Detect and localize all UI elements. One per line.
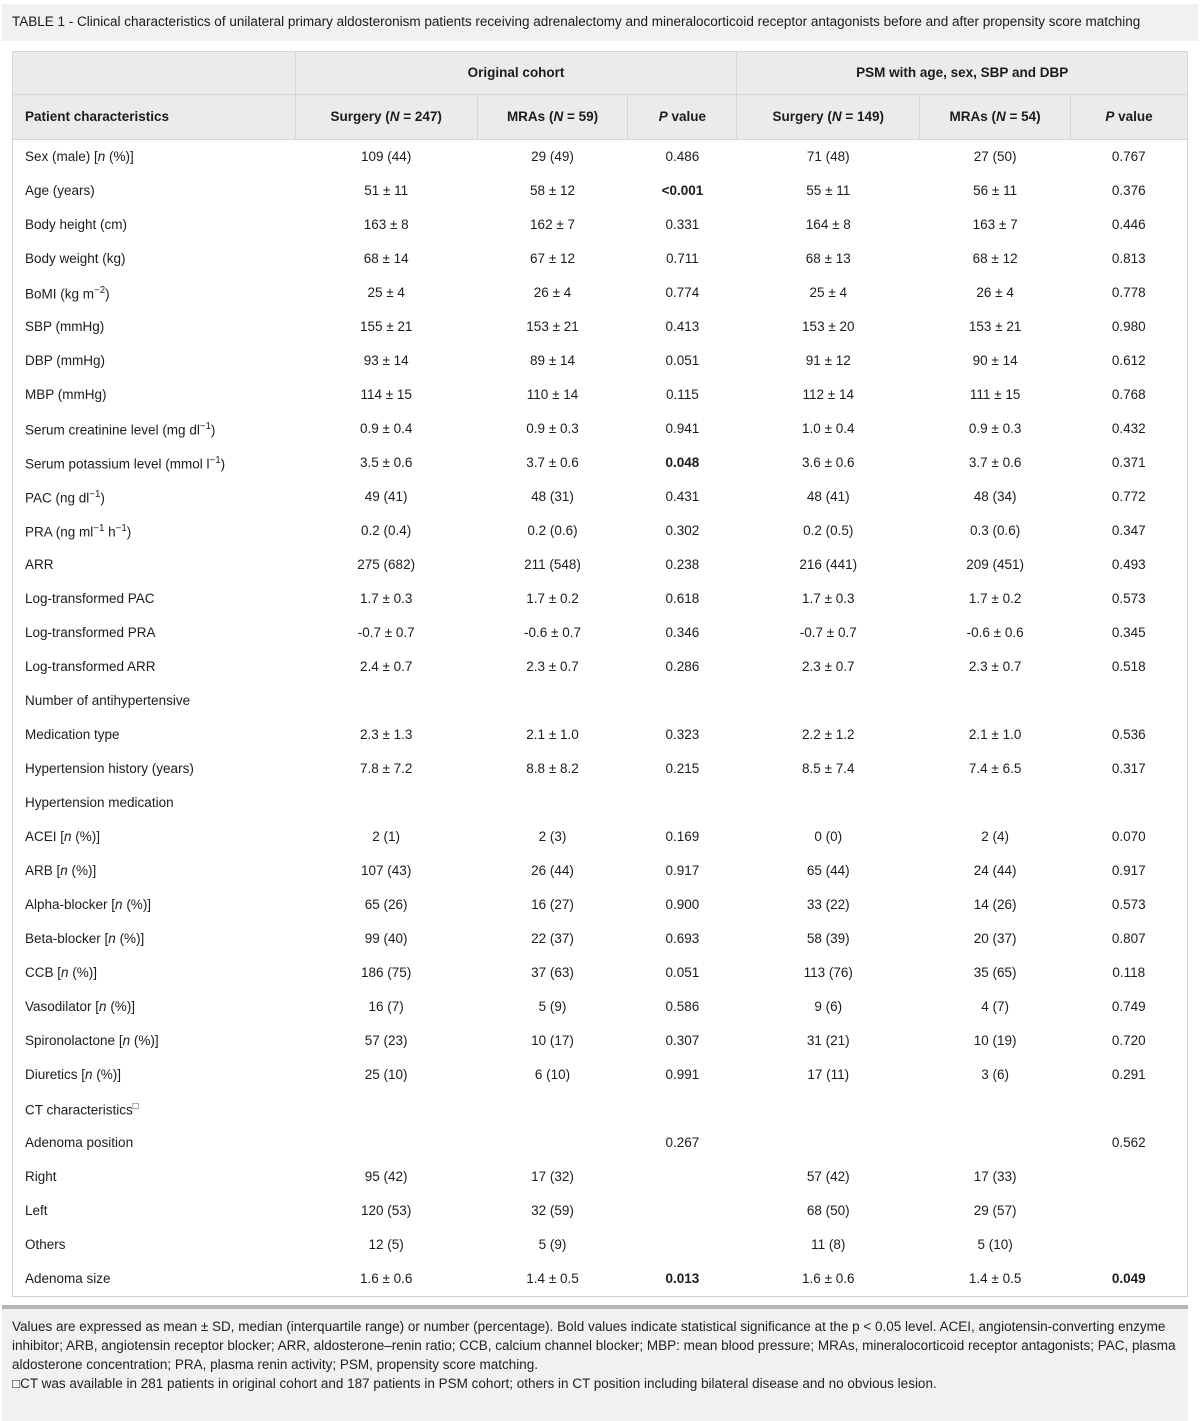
cell-value: 1.6 ± 0.6 [295,1262,477,1297]
cell-value [920,684,1071,718]
table-row [13,888,1188,922]
column-header-mras-original: MRAs (N = 59) [477,94,628,139]
cell-value: 0 (0) [737,820,920,854]
table-row [13,922,1188,956]
cell-value [477,786,628,820]
cell-value: 113 (76) [737,956,920,990]
cell-value [920,1126,1071,1160]
cell-value: 0.413 [628,310,737,344]
cell-value: 0.115 [628,378,737,412]
cell-value: 112 ± 14 [737,378,920,412]
cell-value: 2 (4) [920,820,1071,854]
cell-value: 0.317 [1071,752,1188,786]
cell-value: 0.9 ± 0.4 [295,412,477,446]
cell-value: 0.9 ± 0.3 [920,412,1071,446]
cell-value: 5 (10) [920,1228,1071,1262]
cell-value: 1.7 ± 0.3 [737,582,920,616]
table-row [13,650,1188,684]
cell-value: 0.331 [628,208,737,242]
cell-value: 0.573 [1071,888,1188,922]
cell-value [628,1160,737,1194]
cell-value: -0.7 ± 0.7 [295,616,477,650]
cell-value: 0.813 [1071,242,1188,276]
column-header-mras-psm: MRAs (N = 54) [920,94,1071,139]
row-label: Log-transformed PRA [13,616,296,650]
cell-value: 3.7 ± 0.6 [477,446,628,480]
cell-value: 68 (50) [737,1194,920,1228]
table-row [13,1092,1188,1126]
cell-value: 37 (63) [477,956,628,990]
cell-value: 1.4 ± 0.5 [920,1262,1071,1297]
cell-value: 10 (19) [920,1024,1071,1058]
row-label: Adenoma size [13,1262,296,1297]
cell-value: 107 (43) [295,854,477,888]
table-row [13,1126,1188,1160]
row-label: ARR [13,548,296,582]
cell-value [737,1126,920,1160]
table-row [13,412,1188,446]
footnote-area [2,1305,1188,1421]
cell-value: 16 (7) [295,990,477,1024]
cell-value: 0.486 [628,139,737,174]
table-title: TABLE 1 - Clinical characteristics of unilateral primary aldosteronism patients receiving adrenalectomy and mineralocorticoid receptor antagonists before and after propensity score matching [2,4,1198,41]
cell-value: 35 (65) [920,956,1071,990]
table-row [13,208,1188,242]
cell-value: 162 ± 7 [477,208,628,242]
row-label: Spironolactone [n (%)] [13,1024,296,1058]
table-row [13,310,1188,344]
cell-value: 0.286 [628,650,737,684]
cell-value: 0.376 [1071,174,1188,208]
cell-value: 24 (44) [920,854,1071,888]
cell-value: 0.612 [1071,344,1188,378]
cell-value: -0.6 ± 0.6 [920,616,1071,650]
table-row [13,548,1188,582]
cell-value: 68 ± 14 [295,242,477,276]
column-header-surgery-psm: Surgery (N = 149) [737,94,920,139]
cell-value: 27 (50) [920,139,1071,174]
cell-value: 33 (22) [737,888,920,922]
cell-value: 5 (9) [477,1228,628,1262]
table-row [13,786,1188,820]
cell-value: 0.941 [628,412,737,446]
cell-value: 25 ± 4 [295,276,477,310]
row-label: Vasodilator [n (%)] [13,990,296,1024]
table-row [13,854,1188,888]
cell-value: 48 (41) [737,480,920,514]
cell-value: 17 (32) [477,1160,628,1194]
cell-value: 2.1 ± 1.0 [920,718,1071,752]
cell-value: 0.2 (0.6) [477,514,628,548]
cell-value: 67 ± 12 [477,242,628,276]
cell-value: 0.562 [1071,1126,1188,1160]
cell-value: 0.302 [628,514,737,548]
row-label: DBP (mmHg) [13,344,296,378]
table-row [13,820,1188,854]
table-row [13,1160,1188,1194]
cell-value: 49 (41) [295,480,477,514]
cell-value [1071,1092,1188,1126]
column-header-pvalue-psm: P value [1071,94,1188,139]
table-row [13,514,1188,548]
cell-value: 0.980 [1071,310,1188,344]
cell-value: 55 ± 11 [737,174,920,208]
cell-value: 14 (26) [920,888,1071,922]
cell-value: 0.238 [628,548,737,582]
cell-value: 26 (44) [477,854,628,888]
cell-value: 155 ± 21 [295,310,477,344]
cell-value: 120 (53) [295,1194,477,1228]
cell-value: 29 (57) [920,1194,1071,1228]
table-row [13,1194,1188,1228]
cell-value: 163 ± 7 [920,208,1071,242]
cell-value: 0.3 (0.6) [920,514,1071,548]
table-row [13,956,1188,990]
cell-value: 1.7 ± 0.2 [920,582,1071,616]
cell-value: 68 ± 12 [920,242,1071,276]
cell-value [628,1228,737,1262]
row-label: Right [13,1160,296,1194]
cell-value: 0.720 [1071,1024,1188,1058]
cell-value [737,786,920,820]
cell-value [1071,1160,1188,1194]
cell-value: 0.323 [628,718,737,752]
cell-value: 3 (6) [920,1058,1071,1092]
cell-value [1071,684,1188,718]
cell-value: 275 (682) [295,548,477,582]
row-label: Diuretics [n (%)] [13,1058,296,1092]
column-header-surgery-original: Surgery (N = 247) [295,94,477,139]
cell-value: 0.693 [628,922,737,956]
row-label: Number of antihypertensive [13,684,296,718]
cell-value [920,786,1071,820]
cell-value: 0.900 [628,888,737,922]
table-row [13,139,1188,174]
cell-value: 0.051 [628,956,737,990]
cell-value: 0.618 [628,582,737,616]
cell-value: 0.013 [628,1262,737,1297]
row-label: Body weight (kg) [13,242,296,276]
table-row [13,684,1188,718]
cell-value: 216 (441) [737,548,920,582]
group-header-original-cohort: Original cohort [295,51,737,94]
cell-value: 0.118 [1071,956,1188,990]
cell-value [628,684,737,718]
table-row [13,718,1188,752]
table-row [13,1058,1188,1092]
table-row [13,1228,1188,1262]
row-label: Hypertension history (years) [13,752,296,786]
cell-value: 58 (39) [737,922,920,956]
cell-value: 3.5 ± 0.6 [295,446,477,480]
group-header-row [13,51,1188,94]
cell-value: 95 (42) [295,1160,477,1194]
cell-value: 0.767 [1071,139,1188,174]
cell-value: 6 (10) [477,1058,628,1092]
cell-value: 0.917 [628,854,737,888]
cell-value: 65 (44) [737,854,920,888]
cell-value: 32 (59) [477,1194,628,1228]
cell-value: 8.8 ± 8.2 [477,752,628,786]
cell-value: 16 (27) [477,888,628,922]
cell-value: 163 ± 8 [295,208,477,242]
cell-value: 0.346 [628,616,737,650]
row-label: BoMI (kg $m^{-2}$) [13,276,296,310]
group-header-psm: PSM with age, sex, SBP and DBP [737,51,1188,94]
cell-value: 2.2 ± 1.2 [737,718,920,752]
row-label: ACEI [n (%)] [13,820,296,854]
cell-value: 0.772 [1071,480,1188,514]
cell-value: 0.169 [628,820,737,854]
cell-value: 90 ± 14 [920,344,1071,378]
cell-value: 25 ± 4 [737,276,920,310]
cell-value: 2.3 ± 1.3 [295,718,477,752]
cell-value: 0.291 [1071,1058,1188,1092]
row-label: Medication type [13,718,296,752]
row-label: Hypertension medication [13,786,296,820]
cell-value: 26 ± 4 [477,276,628,310]
cell-value: 2.3 ± 0.7 [920,650,1071,684]
table-row [13,582,1188,616]
table-row [13,242,1188,276]
cell-value: 0.049 [1071,1262,1188,1297]
cell-value: 48 (31) [477,480,628,514]
cell-value [1071,786,1188,820]
table-row [13,1024,1188,1058]
cell-value: 3.7 ± 0.6 [920,446,1071,480]
cell-value [477,1092,628,1126]
cell-value: 31 (21) [737,1024,920,1058]
cell-value [295,1092,477,1126]
cell-value: 1.7 ± 0.3 [295,582,477,616]
cell-value: 91 ± 12 [737,344,920,378]
table-row [13,344,1188,378]
cell-value: 164 ± 8 [737,208,920,242]
cell-value: 3.6 ± 0.6 [737,446,920,480]
cell-value: 7.8 ± 7.2 [295,752,477,786]
cell-value: 114 ± 15 [295,378,477,412]
cell-value: 211 (548) [477,548,628,582]
row-label: CCB [n (%)] [13,956,296,990]
cell-value: 0.215 [628,752,737,786]
row-label: Log-transformed ARR [13,650,296,684]
cell-value: -0.6 ± 0.7 [477,616,628,650]
row-label: Log-transformed PAC [13,582,296,616]
cell-value [1071,1228,1188,1262]
cell-value: 89 ± 14 [477,344,628,378]
cell-value: 71 (48) [737,139,920,174]
row-label: Sex (male) [n (%)] [13,139,296,174]
cell-value: -0.7 ± 0.7 [737,616,920,650]
cell-value: 110 ± 14 [477,378,628,412]
table-row [13,990,1188,1024]
cell-value: 29 (49) [477,139,628,174]
cell-value: 0.2 (0.5) [737,514,920,548]
row-label: Serum creatinine level (mg $dl^{-1}$) [13,412,296,446]
cell-value: 5 (9) [477,990,628,1024]
clinical-characteristics-table [12,51,1188,1297]
row-label: Alpha-blocker [n (%)] [13,888,296,922]
cell-value: 0.371 [1071,446,1188,480]
cell-value: 1.6 ± 0.6 [737,1262,920,1297]
cell-value: 48 (34) [920,480,1071,514]
cell-value: 0.345 [1071,616,1188,650]
footnote-ct-availability: □CT was available in 281 patients in original cohort and 187 patients in PSM cohort; others in CT position including bilateral disease and no obvious lesion. [12,1376,937,1392]
row-label: Adenoma position [13,1126,296,1160]
cell-value: 0.070 [1071,820,1188,854]
row-label: Serum potassium level (mmol $l^{-1}$) [13,446,296,480]
cell-value: 12 (5) [295,1228,477,1262]
cell-value: 2.1 ± 1.0 [477,718,628,752]
row-label: PAC (ng $dl^{-1}$) [13,480,296,514]
table-row [13,480,1188,514]
cell-value: 56 ± 11 [920,174,1071,208]
cell-value: 25 (10) [295,1058,477,1092]
table-row [13,752,1188,786]
cell-value [737,684,920,718]
cell-value [628,1194,737,1228]
cell-value: 0.778 [1071,276,1188,310]
cell-value: 1.0 ± 0.4 [737,412,920,446]
cell-value: 153 ± 21 [920,310,1071,344]
cell-value [737,1092,920,1126]
cell-value: 1.4 ± 0.5 [477,1262,628,1297]
cell-value: 153 ± 20 [737,310,920,344]
cell-value: 0.307 [628,1024,737,1058]
column-header-pvalue-original: P value [628,94,737,139]
cell-value: 57 (42) [737,1160,920,1194]
cell-value: 0.347 [1071,514,1188,548]
cell-value: 2 (3) [477,820,628,854]
cell-value: 186 (75) [295,956,477,990]
cell-value: 51 ± 11 [295,174,477,208]
cell-value: 2.4 ± 0.7 [295,650,477,684]
empty-header-cell [13,51,296,94]
footnote-abbreviations: Values are expressed as mean ± SD, median (interquartile range) or number (percentage). Bold values indicate statistical significance at the p < 0.05 level. ACEI, angiotensin-converting enzyme inhibitor; ARB, angiotensin receptor blocker; ARR, aldosterone–renin ratio; CCB, calcium channel blocker; MBP: mean blood pressure; MRAs, mineralocorticoid receptor antagonists; PAC, plasma aldosterone concentration; PRA, plasma renin activity; PSM, propensity score matching. [12,1318,1176,1373]
cell-value: 2.3 ± 0.7 [477,650,628,684]
cell-value: 2.3 ± 0.7 [737,650,920,684]
cell-value [477,1126,628,1160]
cell-value: 57 (23) [295,1024,477,1058]
table-row [13,446,1188,480]
cell-value: 9 (6) [737,990,920,1024]
cell-value: 99 (40) [295,922,477,956]
cell-value: 10 (17) [477,1024,628,1058]
cell-value: 20 (37) [920,922,1071,956]
cell-value: 68 ± 13 [737,242,920,276]
column-header-row [13,94,1188,139]
cell-value: 0.774 [628,276,737,310]
row-label: ARB [n (%)] [13,854,296,888]
row-label: SBP (mmHg) [13,310,296,344]
row-label: Others [13,1228,296,1262]
cell-value [628,786,737,820]
cell-value: 0.432 [1071,412,1188,446]
cell-value [295,684,477,718]
column-header-patient-characteristics: Patient characteristics [13,94,296,139]
cell-value: 0.807 [1071,922,1188,956]
cell-value: 22 (37) [477,922,628,956]
cell-value: 0.431 [628,480,737,514]
cell-value: 65 (26) [295,888,477,922]
table-body [13,139,1188,1296]
cell-value: 111 ± 15 [920,378,1071,412]
cell-value: 8.5 ± 7.4 [737,752,920,786]
cell-value: 93 ± 14 [295,344,477,378]
cell-value [295,786,477,820]
cell-value: 0.573 [1071,582,1188,616]
table-row [13,174,1188,208]
cell-value: 17 (33) [920,1160,1071,1194]
cell-value: 0.518 [1071,650,1188,684]
cell-value: 153 ± 21 [477,310,628,344]
cell-value [920,1092,1071,1126]
cell-value: 0.267 [628,1126,737,1160]
cell-value [1071,1194,1188,1228]
cell-value: <0.001 [628,174,737,208]
row-label: Left [13,1194,296,1228]
row-label: Age (years) [13,174,296,208]
cell-value: 0.051 [628,344,737,378]
cell-value [477,684,628,718]
cell-value: 0.493 [1071,548,1188,582]
cell-value: 2 (1) [295,820,477,854]
cell-value: 4 (7) [920,990,1071,1024]
cell-value: 26 ± 4 [920,276,1071,310]
cell-value: 0.917 [1071,854,1188,888]
cell-value [295,1126,477,1160]
cell-value: 0.9 ± 0.3 [477,412,628,446]
cell-value: 0.586 [628,990,737,1024]
cell-value: 109 (44) [295,139,477,174]
cell-value: 0.768 [1071,378,1188,412]
cell-value: 7.4 ± 6.5 [920,752,1071,786]
row-label: CT characteristics□ [13,1092,296,1126]
table-row [13,1262,1188,1297]
row-label: PRA (ng $ml^{-1}$ $h^{-1}$) [13,514,296,548]
cell-value: 0.991 [628,1058,737,1092]
cell-value: 58 ± 12 [477,174,628,208]
cell-value: 0.749 [1071,990,1188,1024]
table-row [13,378,1188,412]
table-row [13,276,1188,310]
cell-value: 1.7 ± 0.2 [477,582,628,616]
table-row [13,616,1188,650]
row-label: Body height (cm) [13,208,296,242]
cell-value: 0.536 [1071,718,1188,752]
cell-value: 17 (11) [737,1058,920,1092]
cell-value: 11 (8) [737,1228,920,1262]
cell-value: 0.711 [628,242,737,276]
cell-value: 0.048 [628,446,737,480]
row-label: MBP (mmHg) [13,378,296,412]
cell-value: 0.446 [1071,208,1188,242]
cell-value: 0.2 (0.4) [295,514,477,548]
cell-value [628,1092,737,1126]
row-label: Beta-blocker [n (%)] [13,922,296,956]
cell-value: 209 (451) [920,548,1071,582]
